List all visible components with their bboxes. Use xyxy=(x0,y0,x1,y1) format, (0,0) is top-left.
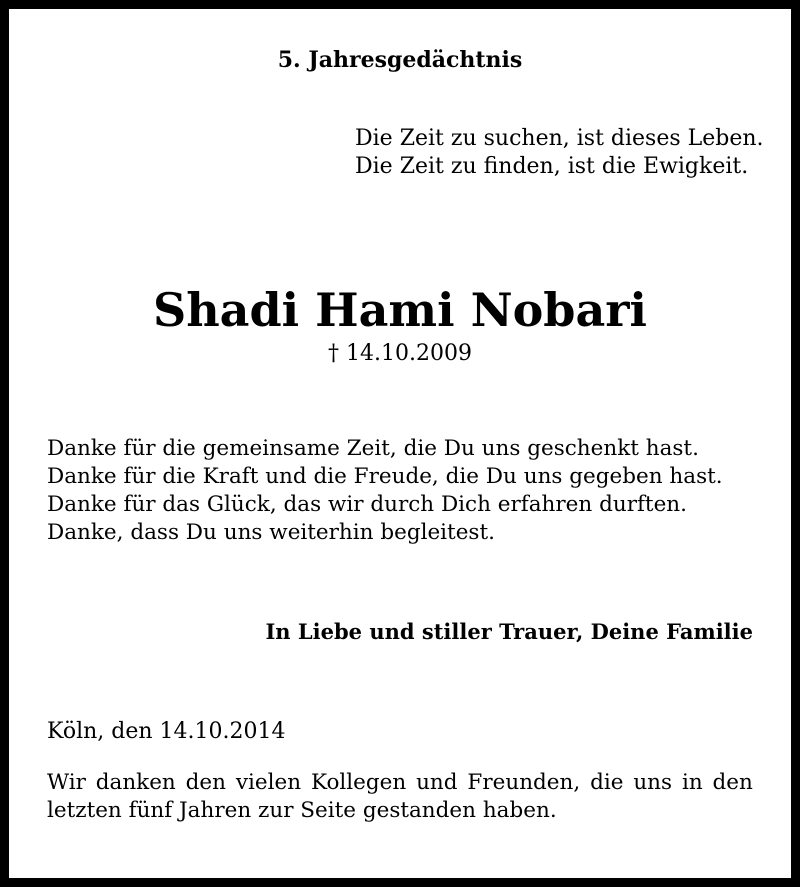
closing-word: Freunden, xyxy=(467,770,581,795)
closing-line-justified xyxy=(47,769,753,797)
closing-word: die xyxy=(590,770,624,795)
thanks-line: Danke für die Kraft und die Freude, die Du uns gegeben hast. xyxy=(47,464,723,489)
closing-word: uns xyxy=(633,770,673,795)
closing-word: und xyxy=(416,770,458,795)
closing-word: vielen xyxy=(235,770,302,795)
closing-word: Kollegen xyxy=(310,770,407,795)
place-and-date: Köln, den 14.10.2014 xyxy=(47,719,286,744)
closing-word: den xyxy=(185,770,226,795)
quote-line: Die Zeit zu suchen, ist dieses Leben. xyxy=(355,126,764,151)
thanks-line: Danke für das Glück, das wir durch Dich erfahren durften. xyxy=(47,492,687,517)
anniversary-heading: 5. Jahresgedächtnis xyxy=(277,47,523,73)
closing-word: danken xyxy=(95,770,176,795)
closing-word: in xyxy=(681,770,703,795)
closing-line: letzten fünf Jahren zur Seite gestanden haben. xyxy=(47,798,557,823)
deceased-name: Shadi Hami Nobari xyxy=(153,283,647,337)
thanks-block xyxy=(47,435,723,547)
thanks-line: Danke, dass Du uns weiterhin begleitest. xyxy=(47,520,495,545)
quote-line: Die Zeit zu finden, ist die Ewigkeit. xyxy=(355,154,749,179)
death-date: † 14.10.2009 xyxy=(328,341,472,366)
closing-word: den xyxy=(712,770,753,795)
thanks-line: Danke für die gemeinsame Zeit, die Du uns geschenkt hast. xyxy=(47,436,699,461)
closing-paragraph xyxy=(47,769,753,825)
quote-block xyxy=(355,125,764,181)
obituary-notice xyxy=(9,9,791,878)
closing-word: Wir xyxy=(47,770,86,795)
family-signature: In Liebe und stiller Trauer, Deine Familie xyxy=(265,619,753,644)
